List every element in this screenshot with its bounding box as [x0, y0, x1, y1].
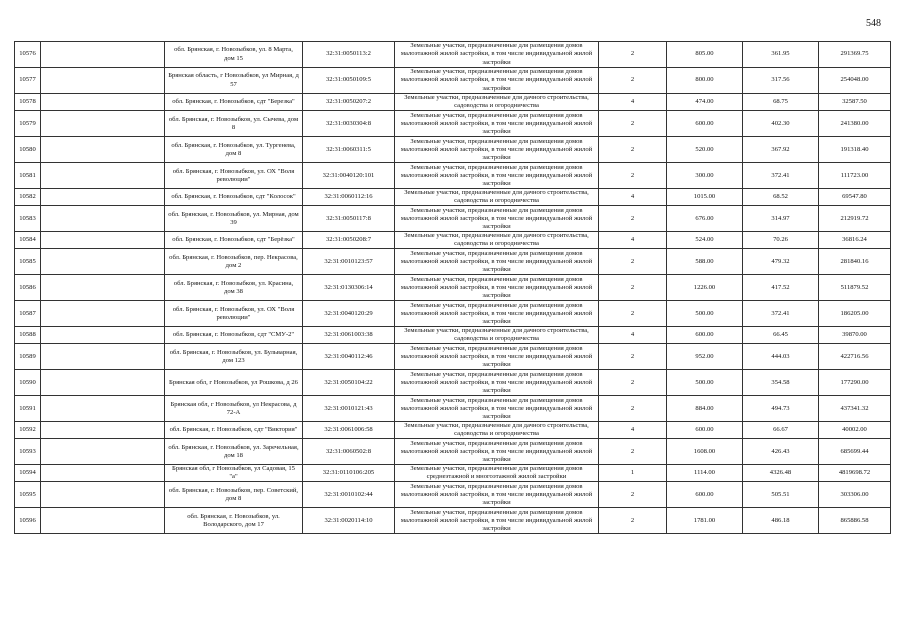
land-use-cell: Земельные участки, предназначенные для размещения домов малоэтажной жилой застройки, в том числе индивидуальной жилой застройки — [395, 42, 599, 68]
address-cell: обл. Брянская, г. Новозыбков, сдт "СМУ-2" — [165, 327, 303, 344]
row-number-cell: 10593 — [15, 439, 41, 465]
address-cell: обл. Брянская, г. Новозыбков, сдт "Колосок" — [165, 189, 303, 206]
cadastral-value-cell: 212919.72 — [819, 206, 891, 232]
address-cell: обл. Брянская, г. Новозыбков, ул. ОХ "Воля революции" — [165, 163, 303, 189]
row-number-cell: 10595 — [15, 482, 41, 508]
group-cell: 2 — [599, 111, 667, 137]
group-cell: 2 — [599, 163, 667, 189]
address-cell: обл. Брянская, г. Новозыбков, сдт "Берёзка" — [165, 232, 303, 249]
table-row — [15, 422, 891, 439]
group-cell: 4 — [599, 94, 667, 111]
area-cell: 600.00 — [667, 111, 743, 137]
specific-value-cell: 372.41 — [743, 163, 819, 189]
group-cell: 2 — [599, 249, 667, 275]
blank-cell — [41, 42, 165, 68]
row-number-cell: 10590 — [15, 370, 41, 396]
row-number-cell: 10576 — [15, 42, 41, 68]
row-number-cell: 10578 — [15, 94, 41, 111]
page-number: 548 — [866, 18, 881, 29]
land-use-cell: Земельные участки, предназначенные для размещения домов малоэтажной жилой застройки, в том числе индивидуальной жилой застройки — [395, 396, 599, 422]
address-cell: Брянская обл, г Новозыбков, ул Некрасова, д 72-А — [165, 396, 303, 422]
group-cell: 2 — [599, 68, 667, 94]
specific-value-cell: 367.92 — [743, 137, 819, 163]
group-cell: 2 — [599, 301, 667, 327]
address-cell: Брянская обл, г Новозыбков, ул Садовая, 15 "а" — [165, 465, 303, 482]
group-cell: 2 — [599, 439, 667, 465]
land-use-cell: Земельные участки, предназначенные для размещения домов среднеэтажной и многоэтажной жилой застройки — [395, 465, 599, 482]
group-cell: 2 — [599, 206, 667, 232]
cadastral-value-cell: 186205.00 — [819, 301, 891, 327]
address-cell: обл. Брянская, г. Новозыбков, ул. Сычева, дом 8 — [165, 111, 303, 137]
row-number-cell: 10589 — [15, 344, 41, 370]
area-cell: 520.00 — [667, 137, 743, 163]
row-number-cell: 10583 — [15, 206, 41, 232]
row-number-cell: 10579 — [15, 111, 41, 137]
address-cell: обл. Брянская, г. Новозыбков, пер. Некрасова, дом 2 — [165, 249, 303, 275]
land-use-cell: Земельные участки, предназначенные для размещения домов малоэтажной жилой застройки, в том числе индивидуальной жилой застройки — [395, 508, 599, 534]
table-row — [15, 42, 891, 68]
blank-cell — [41, 465, 165, 482]
row-number-cell: 10587 — [15, 301, 41, 327]
cadastral-value-cell: 111723.00 — [819, 163, 891, 189]
group-cell: 4 — [599, 327, 667, 344]
land-use-cell: Земельные участки, предназначенные для дачного строительства, садоводства и огородничества — [395, 232, 599, 249]
cadastral-value-cell: 281840.16 — [819, 249, 891, 275]
land-use-cell: Земельные участки, предназначенные для размещения домов малоэтажной жилой застройки, в том числе индивидуальной жилой застройки — [395, 163, 599, 189]
land-use-cell: Земельные участки, предназначенные для дачного строительства, садоводства и огородничества — [395, 94, 599, 111]
table-row — [15, 94, 891, 111]
area-cell: 1114.00 — [667, 465, 743, 482]
row-number-cell: 10588 — [15, 327, 41, 344]
specific-value-cell: 505.51 — [743, 482, 819, 508]
area-cell: 600.00 — [667, 422, 743, 439]
area-cell: 805.00 — [667, 42, 743, 68]
row-number-cell: 10594 — [15, 465, 41, 482]
specific-value-cell: 70.26 — [743, 232, 819, 249]
specific-value-cell: 494.73 — [743, 396, 819, 422]
address-cell: обл. Брянская, г. Новозыбков, ул. Тургенева, дом 8 — [165, 137, 303, 163]
specific-value-cell: 479.32 — [743, 249, 819, 275]
area-cell: 500.00 — [667, 301, 743, 327]
table-row — [15, 111, 891, 137]
cadastral-value-cell: 303306.00 — [819, 482, 891, 508]
cadastral-number-cell: 32:31:0050117:8 — [303, 206, 395, 232]
blank-cell — [41, 275, 165, 301]
group-cell: 1 — [599, 465, 667, 482]
address-cell: обл. Брянская, г. Новозыбков, сдт "Березка" — [165, 94, 303, 111]
blank-cell — [41, 396, 165, 422]
table-row — [15, 137, 891, 163]
address-cell: обл. Брянская, г. Новозыбков, сдт "Виктория" — [165, 422, 303, 439]
address-cell: обл. Брянская, г. Новозыбков, ул. ОХ "Воля революции" — [165, 301, 303, 327]
area-cell: 1781.00 — [667, 508, 743, 534]
cadastral-number-cell: 32:31:0130306:14 — [303, 275, 395, 301]
cadastral-number-cell: 32:31:0010123:57 — [303, 249, 395, 275]
table-row — [15, 370, 891, 396]
table-row — [15, 465, 891, 482]
land-use-cell: Земельные участки, предназначенные для размещения домов малоэтажной жилой застройки, в том числе индивидуальной жилой застройки — [395, 301, 599, 327]
specific-value-cell: 68.52 — [743, 189, 819, 206]
address-cell: Брянская область, г Новозыбков, ул Мирная, д 57 — [165, 68, 303, 94]
land-use-cell: Земельные участки, предназначенные для размещения домов малоэтажной жилой застройки, в том числе индивидуальной жилой застройки — [395, 370, 599, 396]
area-cell: 474.00 — [667, 94, 743, 111]
row-number-cell: 10591 — [15, 396, 41, 422]
group-cell: 2 — [599, 137, 667, 163]
table-row — [15, 344, 891, 370]
table-row — [15, 482, 891, 508]
land-use-cell: Земельные участки, предназначенные для размещения домов малоэтажной жилой застройки, в том числе индивидуальной жилой застройки — [395, 111, 599, 137]
cadastral-value-cell: 32587.50 — [819, 94, 891, 111]
row-number-cell: 10582 — [15, 189, 41, 206]
land-use-cell: Земельные участки, предназначенные для размещения домов малоэтажной жилой застройки, в том числе индивидуальной жилой застройки — [395, 275, 599, 301]
specific-value-cell: 4326.48 — [743, 465, 819, 482]
specific-value-cell: 354.58 — [743, 370, 819, 396]
cadastral-number-cell: 32:31:0110106:205 — [303, 465, 395, 482]
address-cell: Брянская обл, г Новозыбков, ул Рошкова, д 26 — [165, 370, 303, 396]
cadastral-value-cell: 4819698.72 — [819, 465, 891, 482]
row-number-cell: 10584 — [15, 232, 41, 249]
table-row — [15, 508, 891, 534]
blank-cell — [41, 301, 165, 327]
cadastral-registry-table — [14, 41, 891, 534]
cadastral-number-cell: 32:31:0030304:8 — [303, 111, 395, 137]
cadastral-number-cell: 32:31:0010121:43 — [303, 396, 395, 422]
specific-value-cell: 66.45 — [743, 327, 819, 344]
land-use-cell: Земельные участки, предназначенные для размещения домов малоэтажной жилой застройки, в том числе индивидуальной жилой застройки — [395, 344, 599, 370]
cadastral-value-cell: 69547.80 — [819, 189, 891, 206]
cadastral-value-cell: 39870.00 — [819, 327, 891, 344]
land-use-cell: Земельные участки, предназначенные для размещения домов малоэтажной жилой застройки, в том числе индивидуальной жилой застройки — [395, 68, 599, 94]
cadastral-number-cell: 32:31:0010102:44 — [303, 482, 395, 508]
land-use-cell: Земельные участки, предназначенные для размещения домов малоэтажной жилой застройки, в том числе индивидуальной жилой застройки — [395, 249, 599, 275]
cadastral-number-cell: 32:31:0060502:8 — [303, 439, 395, 465]
specific-value-cell: 486.18 — [743, 508, 819, 534]
blank-cell — [41, 422, 165, 439]
blank-cell — [41, 327, 165, 344]
table-body — [15, 42, 891, 534]
row-number-cell: 10585 — [15, 249, 41, 275]
blank-cell — [41, 206, 165, 232]
blank-cell — [41, 163, 165, 189]
row-number-cell: 10580 — [15, 137, 41, 163]
area-cell: 1226.00 — [667, 275, 743, 301]
area-cell: 588.00 — [667, 249, 743, 275]
land-use-cell: Земельные участки, предназначенные для размещения домов малоэтажной жилой застройки, в том числе индивидуальной жилой застройки — [395, 137, 599, 163]
cadastral-value-cell: 865886.58 — [819, 508, 891, 534]
cadastral-value-cell: 40002.00 — [819, 422, 891, 439]
row-number-cell: 10577 — [15, 68, 41, 94]
group-cell: 2 — [599, 275, 667, 301]
table-row — [15, 439, 891, 465]
table-row — [15, 275, 891, 301]
cadastral-number-cell: 32:31:0060112:16 — [303, 189, 395, 206]
specific-value-cell: 402.30 — [743, 111, 819, 137]
blank-cell — [41, 344, 165, 370]
table-row — [15, 68, 891, 94]
cadastral-value-cell: 254048.00 — [819, 68, 891, 94]
area-cell: 884.00 — [667, 396, 743, 422]
cadastral-value-cell: 291369.75 — [819, 42, 891, 68]
area-cell: 676.00 — [667, 206, 743, 232]
row-number-cell: 10586 — [15, 275, 41, 301]
land-use-cell: Земельные участки, предназначенные для размещения домов малоэтажной жилой застройки, в том числе индивидуальной жилой застройки — [395, 206, 599, 232]
group-cell: 2 — [599, 396, 667, 422]
row-number-cell: 10581 — [15, 163, 41, 189]
cadastral-number-cell: 32:31:0050207:2 — [303, 94, 395, 111]
specific-value-cell: 66.67 — [743, 422, 819, 439]
land-use-cell: Земельные участки, предназначенные для дачного строительства, садоводства и огородничества — [395, 422, 599, 439]
row-number-cell: 10592 — [15, 422, 41, 439]
cadastral-number-cell: 32:31:0040120:29 — [303, 301, 395, 327]
address-cell: обл. Брянская, г. Новозыбков, ул. Мирная, дом 39 — [165, 206, 303, 232]
land-use-cell: Земельные участки, предназначенные для размещения домов малоэтажной жилой застройки, в том числе индивидуальной жилой застройки — [395, 439, 599, 465]
specific-value-cell: 314.97 — [743, 206, 819, 232]
area-cell: 600.00 — [667, 482, 743, 508]
table-row — [15, 189, 891, 206]
cadastral-number-cell: 32:31:0050113:2 — [303, 42, 395, 68]
table-row — [15, 301, 891, 327]
cadastral-value-cell: 241380.00 — [819, 111, 891, 137]
cadastral-value-cell: 685699.44 — [819, 439, 891, 465]
blank-cell — [41, 189, 165, 206]
cadastral-value-cell: 437341.32 — [819, 396, 891, 422]
table-row — [15, 396, 891, 422]
cadastral-value-cell: 191318.40 — [819, 137, 891, 163]
table-row — [15, 327, 891, 344]
address-cell: обл. Брянская, г. Новозыбков, ул. Володарского, дом 17 — [165, 508, 303, 534]
area-cell: 600.00 — [667, 327, 743, 344]
specific-value-cell: 68.75 — [743, 94, 819, 111]
specific-value-cell: 426.43 — [743, 439, 819, 465]
cadastral-number-cell: 32:31:0061003:38 — [303, 327, 395, 344]
area-cell: 1608.00 — [667, 439, 743, 465]
group-cell: 2 — [599, 344, 667, 370]
blank-cell — [41, 232, 165, 249]
cadastral-number-cell: 32:31:0040120:101 — [303, 163, 395, 189]
blank-cell — [41, 137, 165, 163]
group-cell: 2 — [599, 42, 667, 68]
cadastral-number-cell: 32:31:0020114:10 — [303, 508, 395, 534]
area-cell: 800.00 — [667, 68, 743, 94]
specific-value-cell: 444.03 — [743, 344, 819, 370]
cadastral-number-cell: 32:31:0040112:46 — [303, 344, 395, 370]
cadastral-value-cell: 36816.24 — [819, 232, 891, 249]
address-cell: обл. Брянская, г. Новозыбков, ул. Заречельная, дом 18 — [165, 439, 303, 465]
address-cell: обл. Брянская, г. Новозыбков, ул. 8 Марта, дом 15 — [165, 42, 303, 68]
specific-value-cell: 417.52 — [743, 275, 819, 301]
land-use-cell: Земельные участки, предназначенные для дачного строительства, садоводства и огородничества — [395, 189, 599, 206]
cadastral-value-cell: 511879.52 — [819, 275, 891, 301]
area-cell: 1015.00 — [667, 189, 743, 206]
area-cell: 952.00 — [667, 344, 743, 370]
cadastral-number-cell: 32:31:0061006:58 — [303, 422, 395, 439]
specific-value-cell: 361.95 — [743, 42, 819, 68]
blank-cell — [41, 94, 165, 111]
table-row — [15, 206, 891, 232]
group-cell: 2 — [599, 482, 667, 508]
cadastral-value-cell: 422716.56 — [819, 344, 891, 370]
group-cell: 2 — [599, 370, 667, 396]
row-number-cell: 10596 — [15, 508, 41, 534]
specific-value-cell: 317.56 — [743, 68, 819, 94]
table-row — [15, 232, 891, 249]
table-row — [15, 163, 891, 189]
group-cell: 4 — [599, 189, 667, 206]
specific-value-cell: 372.41 — [743, 301, 819, 327]
blank-cell — [41, 508, 165, 534]
blank-cell — [41, 439, 165, 465]
cadastral-number-cell: 32:31:0050104:22 — [303, 370, 395, 396]
area-cell: 300.00 — [667, 163, 743, 189]
cadastral-number-cell: 32:31:0050109:5 — [303, 68, 395, 94]
address-cell: обл. Брянская, г. Новозыбков, пер. Советский, дом 8 — [165, 482, 303, 508]
group-cell: 4 — [599, 232, 667, 249]
address-cell: обл. Брянская, г. Новозыбков, ул. Красина, дом 38 — [165, 275, 303, 301]
cadastral-number-cell: 32:31:0050208:7 — [303, 232, 395, 249]
blank-cell — [41, 482, 165, 508]
table-row — [15, 249, 891, 275]
group-cell: 2 — [599, 508, 667, 534]
cadastral-number-cell: 32:31:0060311:5 — [303, 137, 395, 163]
area-cell: 500.00 — [667, 370, 743, 396]
group-cell: 4 — [599, 422, 667, 439]
blank-cell — [41, 111, 165, 137]
land-use-cell: Земельные участки, предназначенные для размещения домов малоэтажной жилой застройки, в том числе индивидуальной жилой застройки — [395, 482, 599, 508]
cadastral-value-cell: 177290.00 — [819, 370, 891, 396]
area-cell: 524.00 — [667, 232, 743, 249]
blank-cell — [41, 68, 165, 94]
blank-cell — [41, 370, 165, 396]
blank-cell — [41, 249, 165, 275]
land-use-cell: Земельные участки, предназначенные для дачного строительства, садоводства и огородничества — [395, 327, 599, 344]
address-cell: обл. Брянская, г. Новозыбков, ул. Бульварная, дом 123 — [165, 344, 303, 370]
